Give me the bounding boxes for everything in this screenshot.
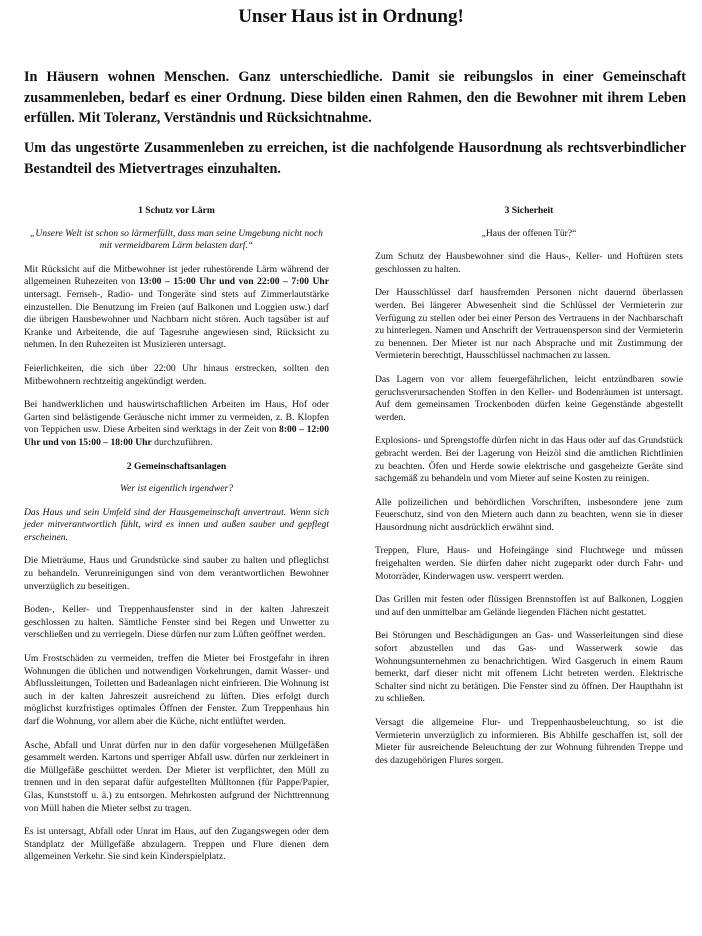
security-paragraph-4: Explosions- und Sprengstoffe dürfen nicht in das Haus oder auf das Grundstück gebracht werden. Bei der Lagerung von Heizöl sind die amtlichen Richtlinien zu beachten. Öfen und Herde sowie elektrische und gasgeheizte Geräte sind sachgemäß zu behandeln und vom Mieter auf seine Kosten zu reinigen. — [375, 435, 683, 485]
section-motto-noise: „Unsere Welt ist schon so lärmerfüllt, dass man seine Umgebung nicht noch mit vermeidbarem Lärm belasten darf.“ — [30, 227, 323, 252]
left-column — [24, 205, 329, 875]
intro-paragraph-1: In Häusern wohnen Menschen. Ganz unterschiedliche. Damit sie reibungslos in einer Gemeinschaft zusammenleben, bedarf es einer Ordnung. Diese bilden einen Rahmen, den die Bewohner mit ihrem Leben erfüllen. Mit Toleranz, Verständnis und Rücksichtnahme. — [24, 69, 686, 126]
section-heading-noise: 1 Schutz vor Lärm — [138, 205, 215, 216]
community-paragraph-1: Die Mieträume, Haus und Grundstücke sind sauber zu halten und pfleglichst zu behandeln. Verunreinigungen sind von dem verantwortlichen Bewohner unverzüglich zu beseitigen. — [24, 555, 329, 592]
section-motto-community: Wer ist eigentlich irgendwer? — [119, 483, 234, 495]
noise-p3-text-c: durchzuführen. — [151, 436, 213, 448]
security-paragraph-8: Bei Störungen und Beschädigungen an Gas- und Wasserleitungen sind diese sofort abzustellen und das Gas- und Wasserwerk sowie das Wohnungsunternehmen zu benachrichtigen. Wird Gasgeruch in einem Raum bemerkt, darf dieser nicht mit offenem Licht betreten werden. Elektrische Schalter sind nicht zu betätigen. Die Fenster sind zu öffnen. Der Haupthahn ist zu schließen. — [375, 630, 683, 705]
section-motto-security: „Haus der offenen Tür?“ — [481, 227, 577, 239]
noise-p3-work-hours: 8:00 – 12:00 Uhr und von 15:00 – 18:00 Uhr — [24, 424, 329, 448]
security-paragraph-9: Versagt die allgemeine Flur- und Treppenhausbeleuchtung, so ist die Vermieterin unverzüglich zu informieren. Bis Abhilfe geschaffen ist, soll der Mieter für ausreichende Beleuchtung der zur Wohnung führenden Treppe und des dazugehörigen Flures sorgen. — [375, 717, 683, 766]
community-paragraph-5: Es ist untersagt, Abfall oder Unrat im Haus, auf den Zugangswegen oder dem Standplatz der Müllgefäße abzulagern. Treppen und Flure dienen dem allgemeinen Verkehr. Sie sind kein Kinderspielplatz. — [24, 826, 329, 863]
noise-p1-text-a: Mit Rücksicht auf die Mitbewohner ist jeder ruhestörende Lärm während der allgemeinen Ruhezeiten von — [24, 263, 329, 288]
security-paragraph-1: Zum Schutz der Hausbewohner sind die Haus-, Keller- und Hoftüren stets geschlossen zu halten. — [375, 251, 683, 275]
community-intro-paragraph: Das Haus und sein Umfeld sind der Hausgemeinschaft anvertraut. Wenn sich jeder mitverantwortlich fühlt, wird es innen und außen sauber und gepflegt erscheinen. — [24, 506, 329, 543]
security-paragraph-7: Das Grillen mit festen oder flüssigen Brennstoffen ist auf Balkonen, Loggien und auf den unmittelbar am Gelände liegenden Flächen nicht gestattet. — [375, 594, 683, 618]
noise-p1-quiet-hours: 13:00 – 15:00 Uhr und von 22:00 – 7:00 Uhr — [139, 276, 330, 288]
intro-paragraph-2: Um das ungestörte Zusammenleben zu erreichen, ist die nachfolgende Hausordnung als rechtsverbindlicher Bestandteil des Mietvertrages einzuhalten. — [24, 140, 686, 177]
security-paragraph-6: Treppen, Flure, Haus- und Hofeingänge sind Fluchtwege und müssen freigehalten werden. Sie dürfen daher nicht zugeparkt oder durch Fahr- und Motorräder, Kinderwagen usw. versperrt werden. — [375, 545, 683, 582]
page-title: Unser Haus ist in Ordnung! — [238, 6, 464, 27]
security-paragraph-5: Alle polizeilichen und behördlichen Vorschriften, insbesondere jene zum Feuerschutz, sind von den Mietern auch dann zu beachten, wenn sie in dieser Hausordnung nicht ausdrücklich erwähnt sind. — [375, 496, 683, 533]
security-paragraph-2: Der Hausschlüssel darf hausfremden Personen nicht dauernd überlassen werden. Bei längerer Abwesenheit sind die Schlüssel der Vermieterin zur Verfügung zu stellen oder bei einer Person des Vertrauens in der Nachbarschaft zu hinterlegen. Namen und Anschrift der Vertrauensperson sind der Vermieterin zu benennen. Der Mieter ist nur nach Absprache und mit Zustimmung der Vermieterin berechtigt, Hausschlüssel nachmachen zu lassen. — [375, 287, 683, 362]
noise-paragraph-1 — [24, 264, 329, 352]
section-heading-security: 3 Sicherheit — [504, 205, 554, 216]
noise-paragraph-3 — [24, 399, 329, 449]
noise-paragraph-2: Feierlichkeiten, die sich über 22:00 Uhr hinaus erstrecken, sollten den Mitbewohnern rechtzeitig angekündigt werden. — [24, 362, 329, 387]
community-paragraph-4: Asche, Abfall und Unrat dürfen nur in den dafür vorgesehenen Müllgefäßen gesammelt werden. Kartons und sperriger Abfall usw. dürfen nur zerkleinert in die Müllgefäße geschüttet werden. Der Mieter ist verpflichtet, den Müll zu trennen und in den separat dafür aufgestellten Mülltonnen (für Pappe/Papier, Glas, Kunststoff u. ä.) zu entsorgen. Mehrkosten aufgrund der Nichttrennung von Müll haben die Mieter selbst zu tragen. — [24, 739, 329, 814]
section-heading-community: 2 Gemeinschaftsanlagen — [126, 460, 227, 472]
community-paragraph-2: Boden-, Keller- und Treppenhausfenster sind in der kalten Jahreszeit geschlossen zu halten. Sämtliche Fenster sind bei Regen und Unwetter zu verschließen und zu verriegeln. Diese dürfen nur zum Lüften geöffnet werden. — [24, 604, 329, 641]
right-column — [375, 205, 683, 778]
noise-p1-text-c: untersagt. Fernseh-, Radio- und Tongeräte sind stets auf Zimmerlautstärke einzustellen. Die Benutzung im Freien (auf Balkonen und Loggien usw.) darf die übrigen Hausbewohner und Nachbarn nicht stören. Auch tagsüber ist auf Kranke und Arbeitende, die auf Tagesruhe angewiesen sind, Rücksicht zu nehmen. In den Ruhezeiten ist Musizieren untersagt. — [24, 288, 329, 351]
noise-p3-text-a: Bei handwerklichen und hauswirtschaftlichen Arbeiten im Haus, Hof oder Garten sind belästigende Geräusche nicht immer zu vermeiden, z. B. Klopfen von Teppichen usw. Diese Arbeiten sind werktags in der Zeit von — [24, 399, 329, 436]
security-paragraph-3: Das Lagern von vor allem feuergefährlichen, leicht entzündbaren sowie geruchsverursachenden Stoffen in den Keller- und Bodenräumen ist untersagt. Auf dem gemeinsamen Trockenboden dürfen keine Gegenstände abgestellt werden. — [375, 373, 683, 423]
community-paragraph-3: Um Frostschäden zu vermeiden, treffen die Mieter bei Frostgefahr in ihren Wohnungen die üblichen und notwendigen Vorkehrungen, damit Wasser- und Abflussleitungen, Toiletten und Badeanlagen nicht einfrieren. Die Wohnung ist auch in der kalten Jahreszeit ausreichend zu lüften. Dies erfolgt durch möglichst kurzfristiges optimales Öffnen der Fenster. Zum Treppenhaus hin darf die Wohnung, vor allem aber die Küche, nicht entlüftet werden. — [24, 653, 329, 727]
